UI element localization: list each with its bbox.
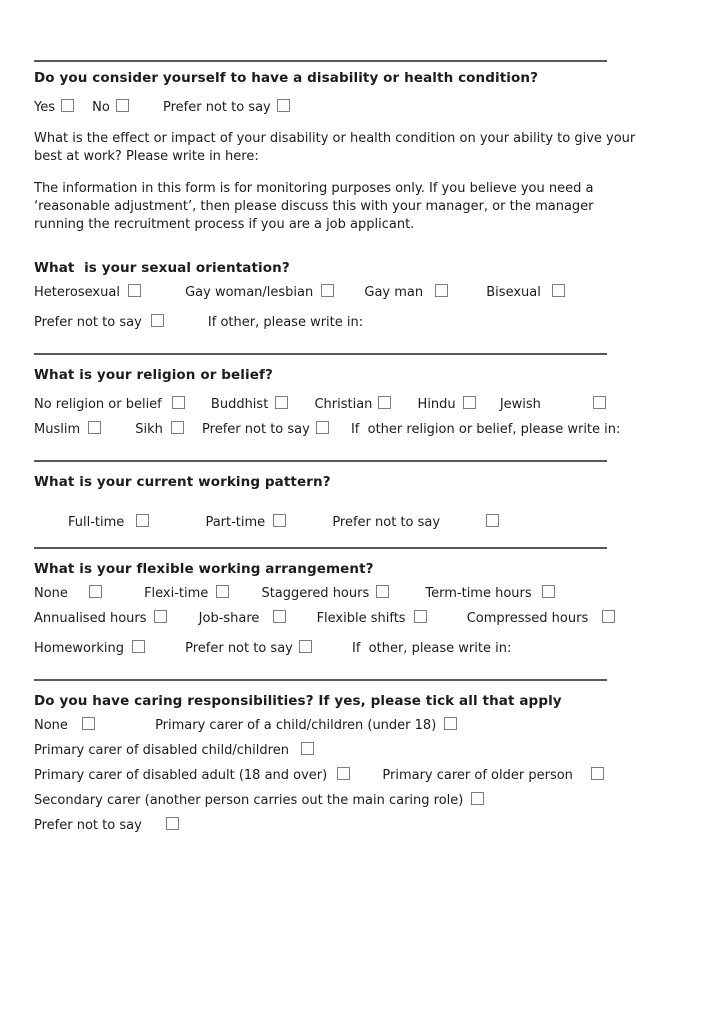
checkbox-staggered-hours[interactable]: [376, 585, 389, 598]
checkbox-muslim[interactable]: [88, 421, 101, 434]
checkbox-buddhist[interactable]: [275, 396, 288, 409]
checkbox-no[interactable]: [116, 99, 129, 112]
orientation-options-row-2: [34, 314, 646, 331]
option-gay-man: [364, 284, 448, 301]
checkbox-primary-child[interactable]: [444, 717, 457, 730]
section-divider: [34, 679, 607, 681]
orientation-heading: What is your sexual orientation?: [34, 260, 290, 276]
label-job-share: Job-share: [198, 611, 260, 626]
label-orientation-prefer-not-to-say: Prefer not to say: [34, 315, 142, 330]
section-divider: [34, 547, 607, 549]
option-staggered-hours: [261, 585, 389, 602]
label-flexible-prefer-not-to-say: Prefer not to say: [185, 641, 293, 656]
label-flex-none: None: [34, 586, 68, 601]
checkbox-part-time[interactable]: [273, 514, 286, 527]
checkbox-compressed-hours[interactable]: [602, 610, 615, 623]
label-disability-prefer-not-to-say: Prefer not to say: [162, 100, 271, 115]
option-job-share: [199, 610, 287, 627]
checkbox-homeworking[interactable]: [132, 640, 145, 653]
label-homeworking: Homeworking: [34, 641, 124, 656]
religion-options-row-2: [34, 421, 646, 438]
label-primary-disabled-child: Primary carer of disabled child/children: [34, 743, 289, 758]
option-muslim: [34, 421, 101, 438]
label-hindu: Hindu: [417, 397, 456, 412]
religion-heading: What is your religion or belief?: [34, 367, 273, 383]
caring-options-row-4: [34, 792, 646, 809]
label-part-time: Part-time: [205, 515, 266, 530]
option-homeworking: [34, 640, 145, 657]
label-no: No: [92, 100, 110, 115]
caring-options-row-1: [34, 717, 646, 734]
checkbox-primary-older-person[interactable]: [591, 767, 604, 780]
checkbox-religion-prefer-not-to-say[interactable]: [316, 421, 329, 434]
checkbox-secondary-carer[interactable]: [471, 792, 484, 805]
checkbox-orientation-prefer-not-to-say[interactable]: [151, 314, 164, 327]
option-secondary-carer: [34, 792, 484, 809]
religion-other-write-in-prompt: If other religion or belief, please write in:: [350, 422, 621, 437]
option-primary-disabled-child: [34, 742, 314, 759]
caring-heading: Do you have caring responsibilities? If yes, please tick all that apply: [34, 693, 562, 709]
option-primary-older-person: [382, 767, 604, 784]
checkbox-flexible-prefer-not-to-say[interactable]: [299, 640, 312, 653]
label-religion-prefer-not-to-say: Prefer not to say: [202, 422, 310, 437]
label-heterosexual: Heterosexual: [34, 285, 120, 300]
label-annualised-hours: Annualised hours: [34, 611, 147, 626]
section-divider: [34, 60, 607, 62]
checkbox-hindu[interactable]: [463, 396, 476, 409]
label-muslim: Muslim: [34, 422, 81, 437]
flexible-other-write-in-prompt: If other, please write in:: [352, 641, 512, 656]
checkbox-christian[interactable]: [378, 396, 391, 409]
checkbox-bisexual[interactable]: [552, 284, 565, 297]
label-sikh: Sikh: [135, 422, 163, 437]
option-gay-woman: [185, 284, 334, 301]
option-disability-prefer-not-to-say: [163, 99, 290, 116]
option-no-religion: [34, 396, 185, 413]
checkbox-yes[interactable]: [61, 99, 74, 112]
label-no-religion: No religion or belief: [34, 397, 162, 412]
caring-options-row-2: [34, 742, 646, 759]
section-divider: [34, 460, 607, 462]
option-sikh: [135, 421, 184, 438]
label-full-time: Full-time: [68, 515, 125, 530]
caring-options-row-5: [34, 817, 646, 834]
label-primary-child: Primary carer of a child/children (under 18): [155, 718, 437, 733]
option-annualised-hours: [34, 610, 167, 627]
checkbox-gay-woman[interactable]: [321, 284, 334, 297]
checkbox-flexi-time[interactable]: [216, 585, 229, 598]
label-staggered-hours: Staggered hours: [261, 586, 370, 601]
section-divider: [34, 353, 607, 355]
checkbox-job-share[interactable]: [273, 610, 286, 623]
option-primary-child: [155, 717, 457, 734]
checkbox-flex-none[interactable]: [89, 585, 102, 598]
option-flexible-shifts: [317, 610, 427, 627]
label-gay-man: Gay man: [364, 285, 424, 300]
checkbox-jewish[interactable]: [593, 396, 606, 409]
label-secondary-carer: Secondary carer (another person carries out the main caring role): [34, 793, 464, 808]
orientation-options-row-1: [34, 284, 646, 301]
label-primary-disabled-adult: Primary carer of disabled adult (18 and over): [34, 768, 328, 783]
working-pattern-heading: What is your current working pattern?: [34, 474, 331, 490]
label-pattern-prefer-not-to-say: Prefer not to say: [332, 515, 441, 530]
option-flexi-time: [144, 585, 229, 602]
label-term-time-hours: Term-time hours: [425, 586, 532, 601]
flexible-working-heading: What is your flexible working arrangement?: [34, 561, 374, 577]
monitoring-paragraph: The information in this form is for monitoring purposes only. If you believe you need a ‘reasonable adjustment’, then please discuss this with your manager, or the manager running the recruitment process if you are a job applicant.: [34, 181, 594, 232]
option-yes: [34, 99, 74, 116]
option-jewish: [500, 396, 606, 413]
option-flexible-prefer-not-to-say: [185, 640, 312, 657]
option-full-time: [68, 514, 149, 531]
checkbox-caring-prefer-not-to-say[interactable]: [166, 817, 179, 830]
flexible-options-row-3: [34, 640, 646, 657]
option-caring-prefer-not-to-say: [34, 817, 179, 834]
checkbox-gay-man[interactable]: [435, 284, 448, 297]
label-caring-prefer-not-to-say: Prefer not to say: [34, 818, 142, 833]
option-buddhist: [211, 396, 288, 413]
checkbox-annualised-hours[interactable]: [154, 610, 167, 623]
disability-heading: Do you consider yourself to have a disability or health condition?: [34, 70, 539, 86]
religion-options-row-1: [34, 396, 646, 413]
flexible-options-row-2: [34, 610, 646, 627]
option-no: [92, 99, 129, 116]
option-part-time: [205, 514, 286, 531]
checkbox-caring-none[interactable]: [82, 717, 95, 730]
option-christian: [314, 396, 391, 413]
option-flex-none: [34, 585, 102, 602]
checkbox-flexible-shifts[interactable]: [414, 610, 427, 623]
option-term-time-hours: [425, 585, 554, 602]
option-primary-disabled-adult: [34, 767, 350, 784]
option-caring-none: [34, 717, 95, 734]
option-pattern-prefer-not-to-say: [332, 514, 499, 531]
checkbox-disability-prefer-not-to-say[interactable]: [277, 99, 290, 112]
option-compressed-hours: [467, 610, 615, 627]
checkbox-primary-disabled-child[interactable]: [301, 742, 314, 755]
caring-options-row-3: [34, 767, 646, 784]
option-religion-prefer-not-to-say: [202, 421, 329, 438]
flexible-options-row-1: [34, 585, 646, 602]
option-heterosexual: [34, 284, 141, 301]
label-gay-woman: Gay woman/lesbian: [185, 285, 314, 300]
label-caring-none: None: [34, 718, 68, 733]
working-pattern-options-row: [68, 514, 646, 531]
checkbox-heterosexual[interactable]: [128, 284, 141, 297]
checkbox-full-time[interactable]: [136, 514, 149, 527]
orientation-other-write-in-prompt: If other, please write in:: [207, 315, 364, 330]
checkbox-pattern-prefer-not-to-say[interactable]: [486, 514, 499, 527]
label-christian: Christian: [314, 397, 373, 412]
option-orientation-prefer-not-to-say: [34, 314, 164, 331]
label-jewish: Jewish: [499, 397, 541, 412]
option-bisexual: [486, 284, 565, 301]
label-flexible-shifts: Flexible shifts: [316, 611, 406, 626]
label-yes: Yes: [34, 100, 55, 115]
disability-impact-paragraph: What is the effect or impact of your disability or health condition on your ability to give your best at work? Please write in here:: [34, 131, 636, 164]
checkbox-sikh[interactable]: [171, 421, 184, 434]
label-compressed-hours: Compressed hours: [466, 611, 589, 626]
checkbox-no-religion[interactable]: [172, 396, 185, 409]
option-hindu: [418, 396, 476, 413]
label-buddhist: Buddhist: [210, 397, 269, 412]
disability-options-row: [34, 99, 646, 116]
label-primary-older-person: Primary carer of older person: [382, 768, 573, 783]
label-bisexual: Bisexual: [486, 285, 541, 300]
checkbox-term-time-hours[interactable]: [542, 585, 555, 598]
label-flexi-time: Flexi-time: [144, 586, 209, 601]
checkbox-primary-disabled-adult[interactable]: [337, 767, 350, 780]
